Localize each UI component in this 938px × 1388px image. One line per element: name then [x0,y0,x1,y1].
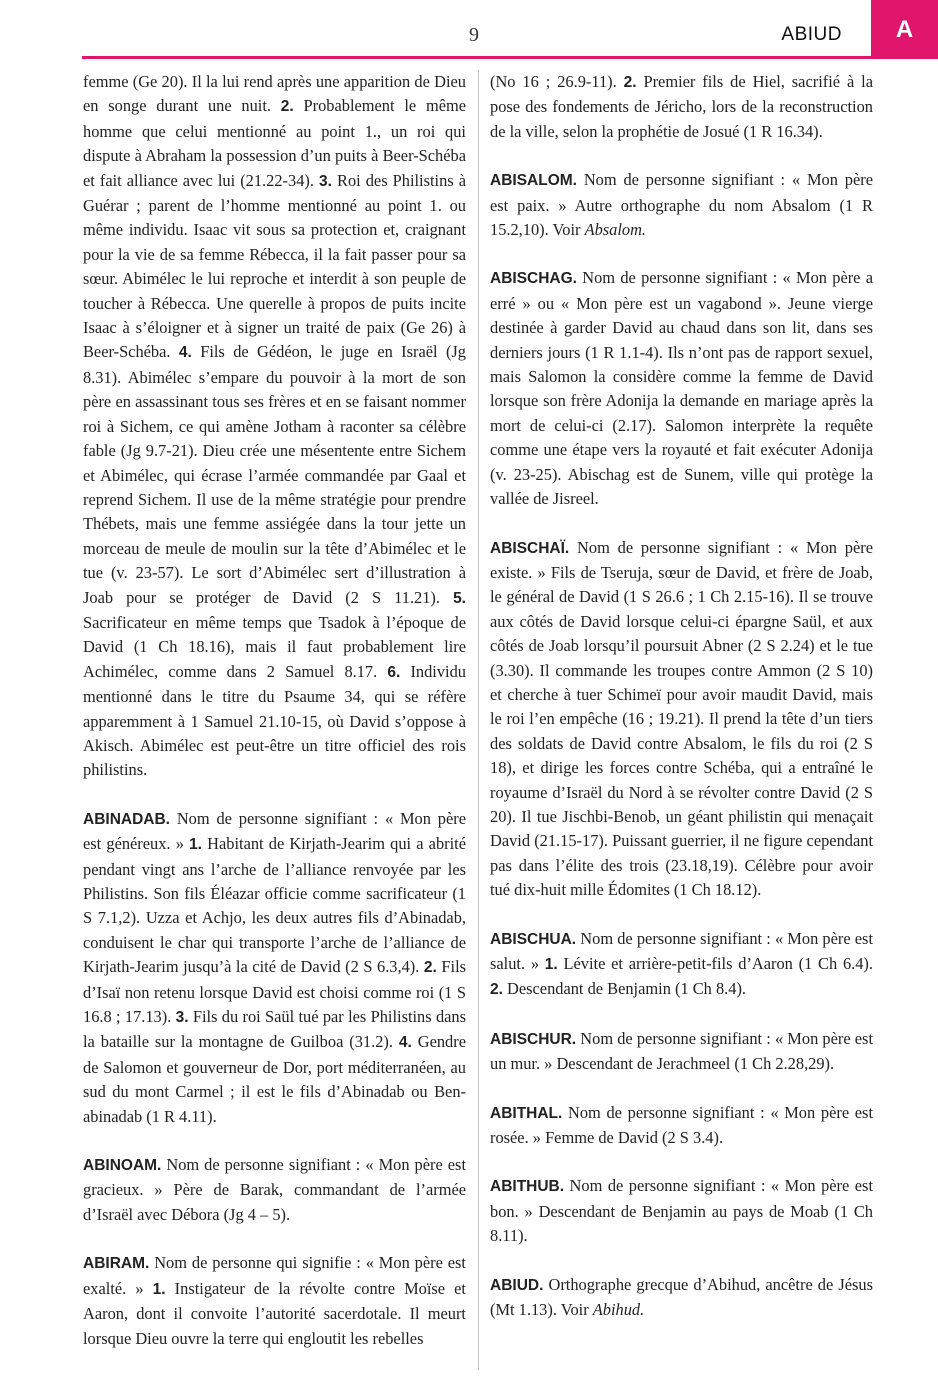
entry-text: Orthographe grecque d’Abihud, ancêtre de Jésus (Mt 1.13). Voir [490,1274,873,1320]
headword: ABISCHUA. [490,930,577,948]
entry-text: Habitant de Kirjath-Jearim qui a abrité pendant vingt ans l’arche de l’alliance renvoyée par les Philistins. Son fils Éléazar officie comme sacrificateur (1 S 7.1,2). Uzza et Achjo, les deux autres fils d’Abinadab, conduisent le char qui transporte l’arche de l’alliance de Kirjath-Jearim jusqu’à la cité de David (2 S 6.3,4). [83,834,466,977]
entry-text: femme (Ge 20). Il la lui rend après une apparition de Dieu en songe durant une nuit. [83,72,466,116]
entry-abinoam [83,1153,466,1227]
headword: ABISCHAG. [490,270,577,288]
entry-text: Nom de personne qui signifie : « Mon père est exalté. » [83,1253,466,1298]
entry-abiud [490,1273,873,1323]
headword: ABISCHAÏ. [490,539,570,557]
entry-text: Nom de personne signifiant : « Mon père est un mur. » Descendant de Jerachmeel (1 Ch 2.28,29). [490,1028,873,1074]
entry-text: Fils de Gédéon, le juge en Israël (Jg 8.31). Abimélec s’empare du pouvoir à la mort de son père en assassinant tous ses frères et en se faisant nommer roi à Sichem, ce qui amène Jotham à raconter sa célèbre fable (Jg 9.7-21). Dieu crée une mésentente entre Sichem et Abimélec, qui écrase l’armée commandée par Gaal et reprend Sichem. Il use de la même stratégie pour prendre Thébets, mais une femme assiégée dans la tour jette un morceau de meule de moulin sur la tête d’Abimélec et le tue (v. 23-57). Le sort d’Abimélec sert d’illustration à Joab pour se protéger de David (2 S 11.21). [83,342,466,607]
entry-abiram [83,1251,466,1351]
left-column [83,70,466,1375]
entry-text: Premier fils de Hiel, sacrifié à la pose des fondements de Jéricho, lors de la reconstruction de la ville, selon la prophétie de Josué (1 R 16.34). [490,72,873,141]
entry-text: Probablement le même homme que celui mentionné au point 1., un roi qui dispute à Abraham la possession d’un puits à Beer-Schéba et fait alliance avec lui (21.22-34). [83,96,466,190]
entry-text: Nom de personne signifiant : « Mon père est gracieux. » Père de Barak, commandant de l’armée d’Israël avec Débora (Jg 4 – 5). [83,1155,466,1224]
headword: ABISCHUR. [490,1030,577,1048]
entry-text: Nom de personne signifiant : « Mon père est bon. » Descendant de Benjamin au pays de Moab (1 Ch 8.11). [490,1176,873,1246]
sense-number: 2. [623,74,637,91]
entry-text: Nom de personne signifiant : « Mon père a erré » ou « Mon père est un vagabond ». Jeune vierge destinée à garder David au chaud dans son lit, dans ses derniers jours (1 R 1.1-4). Ils n’ont pas de rapport sexuel, mais Salomon la considère comme la femme de David lorsque son frère Adonija la demande en mariage après la mort de celui-ci (2.17). Salomon interprète la requête comme une étape vers la royauté et fait exécuter Adonija (v. 23-25). Abischag est de Sunem, ville qui protège la vallée de Jisreel. [490,268,873,509]
headword: ABIRAM. [83,1255,150,1273]
sense-number: 1. [544,956,558,973]
entry-text: Roi des Philistins à Guérar ; parent de l’homme mentionné au point 1. ou même individu. Isaac vit sous sa protection et, craignant pour la vie de sa femme Rébecca, il la fait passer pour sa sœur. Abimélec le lui reproche et interdit à son peuple de toucher à Rébecca. Une querelle à propos de puits incite Isaac à s’éloigner et à signer un traité de paix (Ge 26) à Beer-Schéba. [83,170,467,362]
sense-number: 2. [280,98,294,116]
running-head: ABIUD [781,24,842,45]
column-divider [478,70,479,1370]
headword: ABIUD. [490,1276,544,1294]
letter-tab: A [871,0,938,59]
entry-text: Nom de personne signifiant : « Mon père existe. » Fils de Tseruja, sœur de David, et frère de Joab, le général de David (1 S 26.6 ; 1 Ch 2.15-16). Il se trouve aux côtés de David lorsque celui-ci épargne Saül, et aux côtés de Joab lorsqu’il poursuit Abner (2 S 2.24) et le tue (3.30). Il commande les troupes contre Ammon (2 S 10) et cherche à tuer Schimeï pour avoir maudit David, mais le roi l’en empêche (16 ; 19.21). Il prend la tête d’un tiers des soldats de David contre Absalom, le fils du roi (2 S 18), et dirige les forces contre Schéba, qui a entraîné le royaume d’Israël du Nord à se révolter contre David (2 S 20). Il tue Jischbi-Benob, un géant philistin qui menaçait David (21.15-17). Puissant guerrier, il ne figure cependant pas dans l’élite des trois (23.18,19). Célèbre pour avoir tué dix-huit mille Édomites (1 Ch 18.12). [490,537,873,900]
entry-abisalom [490,168,873,242]
entry-text: Gendre de Salomon et gouverneur de Dor, port méditerranéen, au sud du mont Carmel ; il est le fils d’Abinadab ou Ben-abinadab (1 R 4.11). [83,1032,466,1126]
entry-text: Individu mentionné dans le titre du Psaume 34, qui se réfère apparemment à 1 Samuel 21.10-15, où David s’oppose à Akisch. Abimélec est peut-être un titre officiel des rois philistins. [83,661,466,780]
sense-number: 6. [387,663,401,681]
cross-reference: Abihud. [592,1300,645,1320]
entry-abischai [490,536,873,903]
sense-number: 4. [178,344,192,362]
entry-text: Nom de personne signifiant : « Mon père est salut. » [490,928,873,973]
sense-number: 1. [152,1280,166,1298]
headword: ABINOAM. [83,1157,162,1175]
entry-text: Fils d’Isaï non retenu lorsque David est choisi comme roi (1 S 16.8 ; 17.13). [83,957,466,1027]
entry-abinadab [83,807,466,1129]
entry-text: Sacrificateur en même temps que Tsadok à l’époque de David (1 Ch 18.16), mais il faut probablement lire Achimélec, comme dans 2 Samuel 8.17. [83,612,466,681]
sense-number: 1. [189,836,202,854]
page-number: 9 [469,24,479,46]
sense-number: 2. [490,981,503,999]
entry-text: Nom de personne signifiant : « Mon père est généreux. » [83,808,466,854]
entry-text: Nom de personne signifiant : « Mon père est paix. » Autre orthographe du nom Absalom (1 R 15.2,10). Voir [490,170,873,240]
entry-text: (No 16 ; 26.9-11). [490,72,624,91]
headword: ABITHAL. [490,1104,563,1122]
sense-number: 4. [398,1034,412,1052]
entry-text: Descendant de Benjamin (1 Ch 8.4). [502,979,747,999]
entry-text: Instigateur de la révolte contre Moïse et Aaron, dont il convoite l’autorité sacerdotale. Il meurt lorsque Dieu ouvre la terre qui engloutit les rebelles [83,1278,466,1348]
entry-text: Nom de personne signifiant : « Mon père est rosée. » Femme de David (2 S 3.4). [490,1102,873,1148]
entry-text: Lévite et arrière-petit-fils d’Aaron (1 Ch 6.4). [557,954,873,973]
sense-number: 2. [423,959,437,977]
entry-abischag [490,266,873,511]
right-column [490,70,873,1346]
headword: ABITHUB. [490,1178,565,1196]
headword: ABINADAB. [83,810,170,828]
entry-abimelec-continued [83,70,466,783]
entry-abithub [490,1174,873,1248]
entry-abischur [490,1027,873,1077]
header-rule [82,56,938,59]
entry-text: Fils du roi Saül tué par les Philistins dans la bataille sur la montagne de Guilboa (31.2). [83,1007,466,1052]
sense-number: 3. [175,1009,189,1027]
entry-abischua [490,927,873,1003]
sense-number: 3. [319,172,332,190]
cross-reference: Absalom. [584,220,647,240]
sense-number: 5. [453,589,466,607]
headword: ABISALOM. [490,172,577,190]
entry-abithal [490,1101,873,1151]
entry-abiram-continued [490,70,873,144]
